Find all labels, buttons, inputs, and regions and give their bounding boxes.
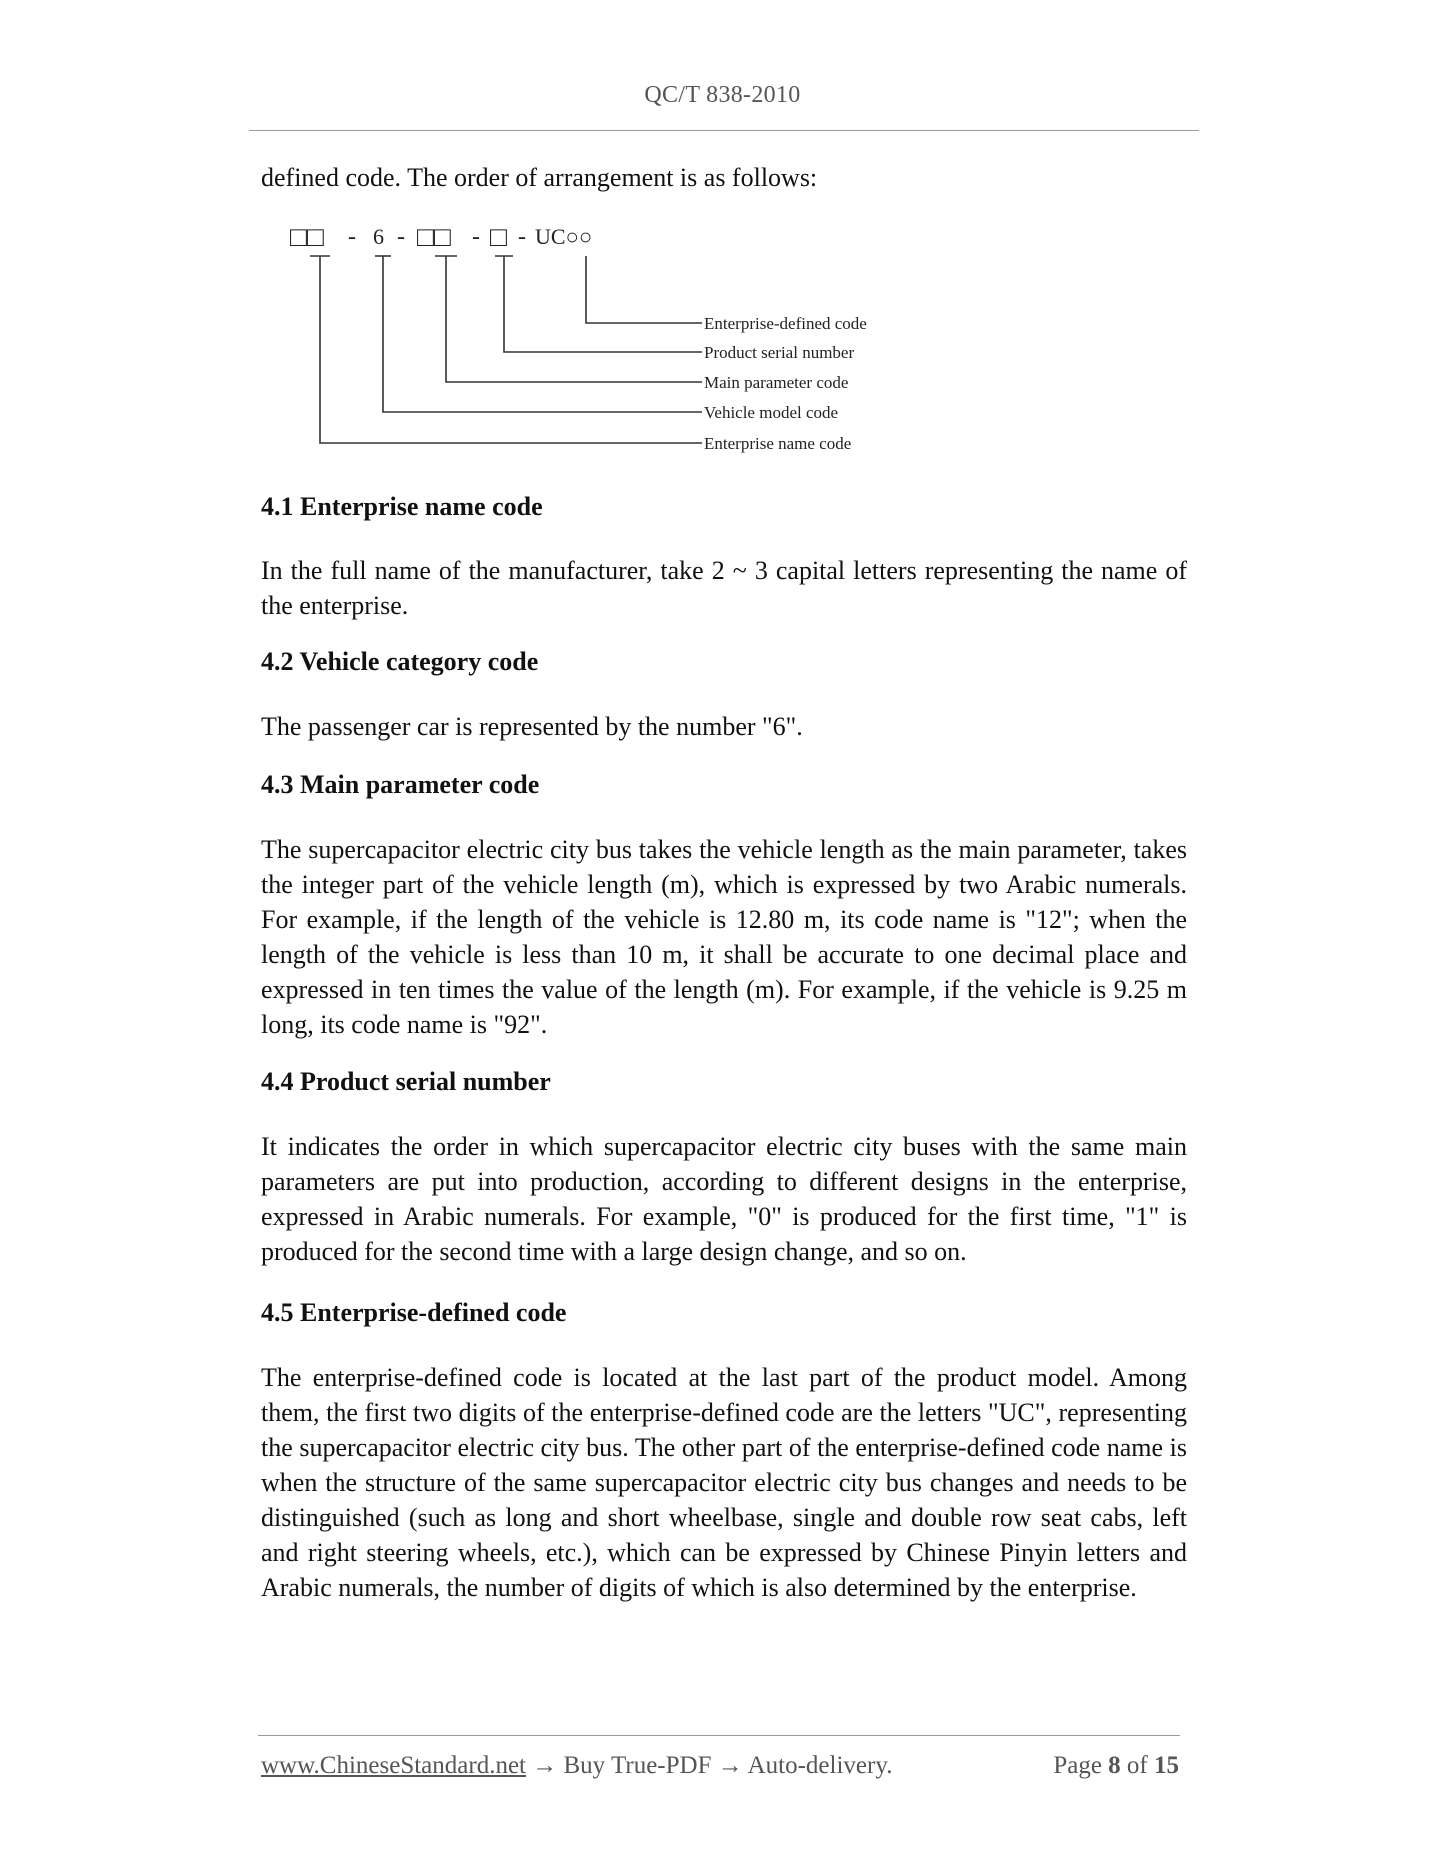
label-enterprise-name-code: Enterprise name code: [704, 434, 852, 453]
section-heading: 4.2 Vehicle category code: [261, 647, 539, 676]
label-vehicle-model-code: Vehicle model code: [704, 403, 839, 422]
page-word: Page: [1053, 1752, 1102, 1779]
section-text: It indicates the order in which supercapacitor electric city buses with the same main parameters are put into production, according to different designs in the enterprise, expressed in Arabic numerals. For example, "0" is produced for the first time, "1" is produced for the second time with a large design change, and so on.: [261, 1132, 1187, 1266]
buy-pdf-link[interactable]: Buy True-PDF: [563, 1752, 712, 1779]
arrow-icon: →: [532, 1752, 558, 1779]
of-word: of: [1126, 1752, 1148, 1779]
code-dash: -: [397, 224, 405, 250]
label-main-parameter-code: Main parameter code: [704, 373, 849, 392]
code-dash: -: [472, 224, 480, 250]
section-heading: 4.4 Product serial number: [261, 1067, 551, 1096]
header-divider: [249, 130, 1199, 131]
section-text: The passenger car is represented by the number "6".: [261, 712, 803, 741]
page-total: 15: [1154, 1752, 1179, 1779]
code-six: 6: [373, 224, 384, 249]
document-code-header: QC/T 838-2010: [644, 82, 801, 108]
label-product-serial-number: Product serial number: [704, 343, 855, 362]
code-suffix: UC○○: [535, 224, 593, 249]
label-enterprise-defined-code: Enterprise-defined code: [704, 314, 867, 333]
site-link[interactable]: www.ChineseStandard.net: [261, 1752, 526, 1779]
code-structure-diagram: [290, 222, 910, 467]
section-text: In the full name of the manufacturer, take 2 ~ 3 capital letters representing the name of the enterprise.: [261, 556, 1187, 620]
page-indicator: [1053, 1752, 1179, 1780]
section-heading: 4.1 Enterprise name code: [261, 492, 543, 521]
intro-text: defined code. The order of arrangement is as follows:: [261, 163, 818, 192]
section-text: The enterprise-defined code is located at the last part of the product model. Among them, the first two digits of the enterprise-defined code are the letters "UC", representing the supercapacitor electric city bus. The other part of the enterprise-defined code name is when the structure of the same supercapacitor electric city bus changes and needs to be distinguished (such as long and short wheelbase, single and double row seat cabs, left and right steering wheels, etc.), which can be expressed by Chinese Pinyin letters and Arabic numerals, the number of digits of which is also determined by the enterprise.: [261, 1363, 1187, 1602]
section-heading: 4.5 Enterprise-defined code: [261, 1298, 567, 1327]
page-number: 8: [1108, 1752, 1121, 1779]
footer-links: [261, 1752, 892, 1780]
section-text: The supercapacitor electric city bus takes the vehicle length as the main parameter, takes the integer part of the vehicle length (m), which is expressed by two Arabic numerals. For example, if the length of the vehicle is 12.80 m, its code name is "12"; when the length of the vehicle is less than 10 m, it shall be accurate to one decimal place and expressed in ten times the value of the length (m). For example, if the vehicle is 9.25 m long, its code name is "92".: [261, 835, 1187, 1039]
auto-delivery-text: Auto-delivery.: [747, 1752, 893, 1779]
code-dash: -: [348, 224, 356, 250]
code-dash: -: [518, 224, 526, 250]
code-box-serial: □: [490, 222, 507, 253]
code-boxes-enterprise: □□: [290, 222, 324, 253]
section-heading: 4.3 Main parameter code: [261, 770, 540, 799]
arrow-icon: →: [717, 1752, 743, 1779]
code-boxes-parameter: □□: [417, 222, 451, 253]
footer-divider: [258, 1735, 1180, 1736]
